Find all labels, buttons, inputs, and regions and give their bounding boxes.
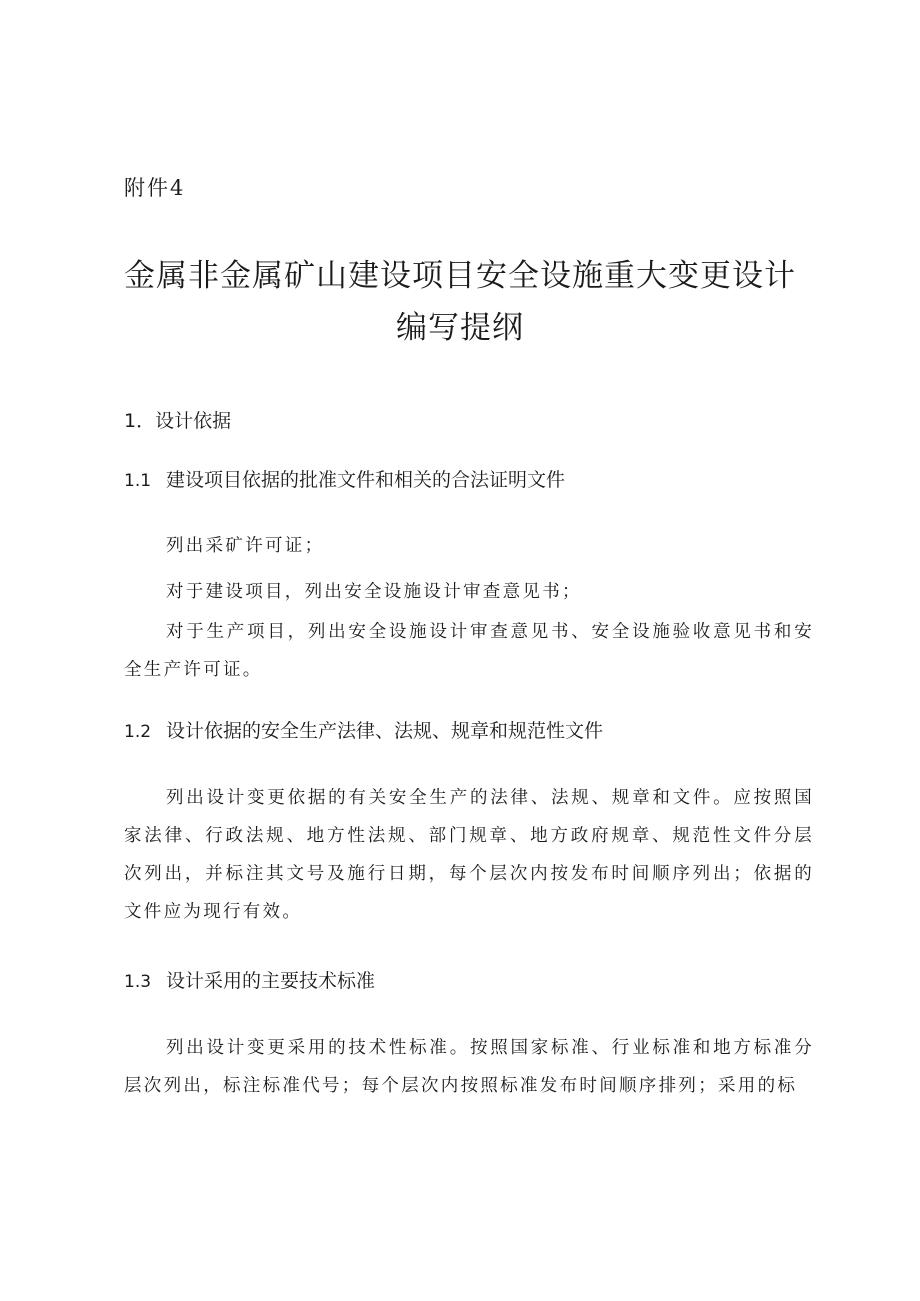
attachment-label: 附件4 xyxy=(124,176,186,200)
section-1-2-title: 设计依据的安全生产法律、法规、规章和规范性文件 xyxy=(166,720,604,742)
section-1-1-paragraph-2: 对于建设项目，列出安全设施设计审查意见书； xyxy=(166,582,582,602)
document-title: 金属非金属矿山建设项目安全设施重大变更设计编写提纲 xyxy=(124,258,796,346)
section-1-2-heading xyxy=(124,716,603,743)
section-1-3-number: 1.3 xyxy=(124,972,152,992)
section-1-1-paragraph-1: 列出采矿许可证； xyxy=(166,536,325,556)
section-1-1-heading xyxy=(124,465,565,492)
section-1-3-title: 设计采用的主要技术标准 xyxy=(166,970,376,992)
section-1-2-number: 1.2 xyxy=(124,722,152,742)
section-1-3-heading xyxy=(124,966,375,993)
section-1-heading: 1．设计依据 xyxy=(124,410,232,432)
section-1-1-title: 建设项目依据的批准文件和相关的合法证明文件 xyxy=(166,469,566,491)
section-1-1-number: 1.1 xyxy=(124,471,152,491)
section-1-3-paragraph-1: 列出设计变更采用的技术性标准。按照国家标准、行业标准和地方标准分层次列出，标注标准代号；每个层次内按照标准发布时间顺序排列；采用的标 xyxy=(124,1038,814,1096)
section-1-1-paragraph-3: 对于生产项目，列出安全设施设计审查意见书、安全设施验收意见书和安全生产许可证。 xyxy=(124,622,814,680)
section-1-2-paragraph-1: 列出设计变更依据的有关安全生产的法律、法规、规章和文件。应按照国家法律、行政法规、地方性法规、部门规章、地方政府规章、规范性文件分层次列出，并标注其文号及施行日期，每个层次内按发布时间顺序列出；依据的文件应为现行有效。 xyxy=(124,788,814,922)
